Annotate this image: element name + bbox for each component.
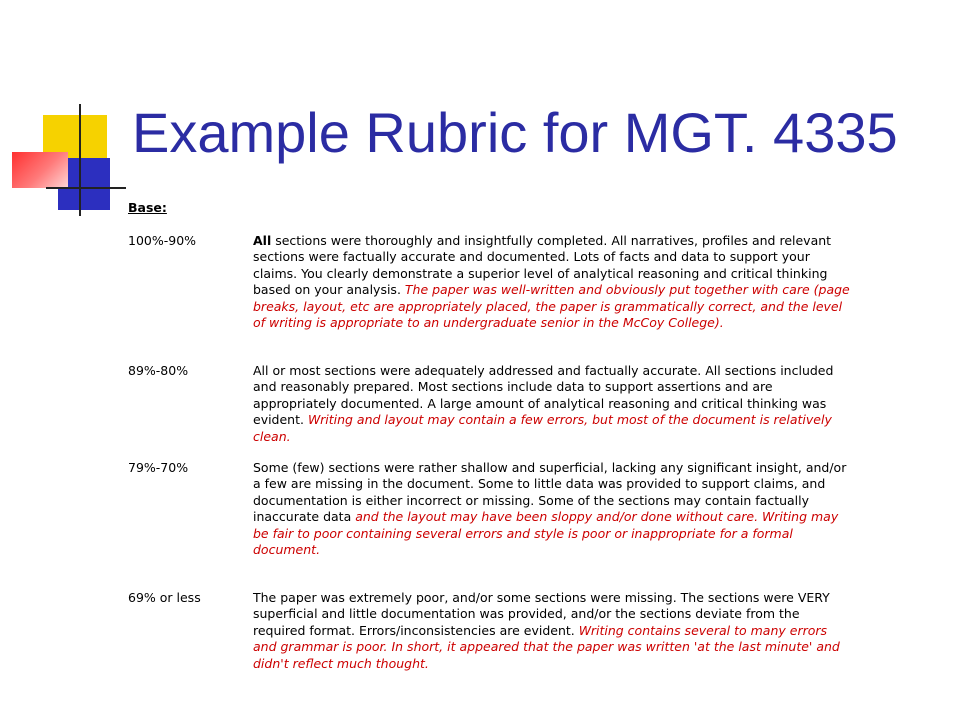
description-writing-note: The paper was well-written and obviously put together with care (page breaks, layout, etc are appropriately placed, the paper is grammatically correct, and the level of writing is appropriate to an undergraduate senior in the McCoy College). (253, 282, 850, 331)
grade-description (253, 233, 853, 331)
description-writing-note: Writing contains several to many errors and grammar is poor. In short, it appeared that the paper was written 'at the last minute' and didn't reflect much thought. (253, 622, 840, 671)
decorative-horizontal-line (46, 187, 126, 189)
grade-range: 89%-80% (128, 363, 189, 378)
base-label: Base: (128, 200, 167, 215)
description-lead-bold: All (253, 233, 272, 248)
grade-description (253, 363, 853, 445)
description-writing-note: and the layout may have been sloppy and/or done without care. Writing may be fair to poor containing several errors and style is poor or inappropriate for a formal document. (253, 509, 839, 558)
description-writing-note: Writing and layout may contain a few errors, but most of the document is relatively clean. (253, 412, 832, 444)
decorative-red-square (12, 152, 68, 188)
decorative-vertical-line (79, 104, 81, 216)
description-text: Some (few) sections were rather shallow and superficial, lacking any significant insight, and/or a few are missing in the document. Some to little data was provided to support claims, and documentation is either incorrect or missing. Some of the sections may contain factually inaccurate data (253, 460, 847, 525)
description-text: sections were thoroughly and insightfully completed. All narratives, profiles and relevant sections were factually accurate and documented. Lots of facts and data to support your claims. You clearly demonstrate a superior level of analytical reasoning and critical thinking based on your analysis. (253, 233, 832, 298)
grade-range: 69% or less (128, 590, 201, 605)
grade-description (253, 460, 853, 558)
description-text: All or most sections were adequately addressed and factually accurate. All sections included and reasonably prepared. Most sections include data to support assertions and are appropriately documented. A large amount of analytical reasoning and critical thinking was evident. (253, 363, 834, 428)
slide-title: Example Rubric for MGT. 4335 (132, 101, 898, 164)
grade-range: 100%-90% (128, 233, 197, 248)
grade-range: 79%-70% (128, 460, 189, 475)
grade-description (253, 590, 853, 672)
description-text: The paper was extremely poor, and/or some sections were missing. The sections were VERY superficial and little documentation was provided, and/or the sections deviate from the required format. Errors/inconsistencies are evident. (253, 590, 830, 638)
